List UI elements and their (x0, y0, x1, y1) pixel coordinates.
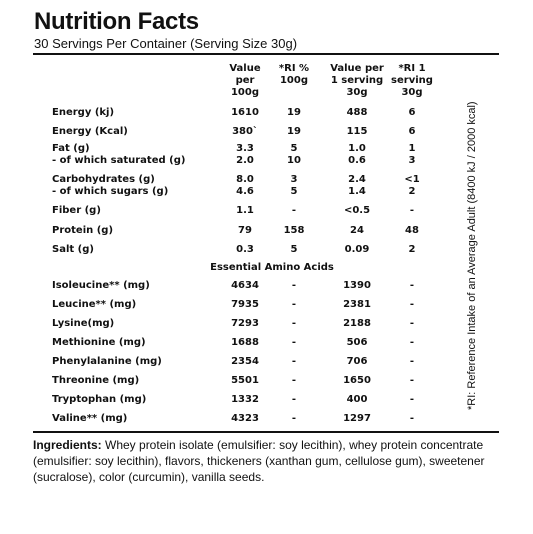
value-per-serving: 2188 (343, 318, 371, 329)
ri-per-serving: 6 (408, 107, 416, 118)
value-per-100g: 1688 (231, 337, 259, 348)
ri-per-100g: - (291, 280, 297, 291)
ri-per-100g: 5 (290, 186, 298, 197)
row-label: Tryptophan (mg) (52, 394, 147, 405)
header-ri-per-100g: *RI % 100g (278, 63, 310, 86)
ri-per-serving: 1 (408, 143, 416, 154)
servings-subtitle: 30 Servings Per Container (Serving Size 30g) (34, 36, 298, 51)
ri-per-100g: - (291, 318, 297, 329)
ingredients-text: Whey protein isolate (emulsifier: soy lecithin), whey protein concentrate (emulsifier: soy lecithin), flavors, thickeners (xanthan gum, cellulose gum), sweetener (sucralose), color (curcumin), vanilla seeds. (33, 438, 485, 484)
value-per-100g: 4323 (231, 413, 259, 424)
row-label: Protein (g) (52, 225, 114, 236)
value-per-100g: 4.6 (236, 186, 254, 197)
row-label: Valine** (mg) (52, 413, 128, 424)
ri-per-serving: - (409, 299, 415, 310)
label-title: Nutrition Facts (34, 8, 199, 35)
ri-per-100g: 5 (290, 143, 298, 154)
ri-per-serving: - (409, 205, 415, 216)
ri-per-100g: - (291, 394, 297, 405)
value-per-100g: 8.0 (236, 174, 254, 185)
ri-per-serving: 2 (408, 244, 416, 255)
header-ri-per-serving: *RI 1 serving 30g (391, 63, 433, 98)
value-per-serving: 2.4 (348, 174, 366, 185)
ri-per-100g: - (291, 299, 297, 310)
ri-per-serving: <1 (404, 174, 420, 185)
value-per-100g: 2.0 (236, 155, 254, 166)
row-label: - of which sugars (g) (52, 186, 169, 197)
value-per-100g: 0.3 (236, 244, 254, 255)
row-label: Leucine** (mg) (52, 299, 137, 310)
ri-per-100g: - (291, 205, 297, 216)
value-per-100g: 380` (232, 126, 258, 137)
value-per-100g: 79 (238, 225, 252, 236)
header-value-per-100g: Value per 100g (229, 63, 261, 98)
row-label: Carbohydrates (g) (52, 174, 155, 185)
header-value-per-serving: Value per 1 serving 30g (330, 63, 384, 98)
value-per-serving: 115 (346, 126, 368, 137)
ingredients-label: Ingredients: (33, 438, 102, 452)
ri-per-100g: 5 (290, 244, 298, 255)
value-per-100g: 3.3 (236, 143, 254, 154)
ri-per-100g: 158 (283, 225, 305, 236)
row-label: Threonine (mg) (52, 375, 140, 386)
row-label: Salt (g) (52, 244, 94, 255)
ri-per-100g: 3 (290, 174, 298, 185)
value-per-serving: 24 (350, 225, 364, 236)
value-per-serving: 0.09 (344, 244, 370, 255)
value-per-serving: 1650 (343, 375, 371, 386)
ri-per-serving: 2 (408, 186, 416, 197)
value-per-100g: 1610 (231, 107, 259, 118)
value-per-serving: 1.4 (348, 186, 366, 197)
value-per-100g: 4634 (231, 280, 259, 291)
ri-per-100g: - (291, 337, 297, 348)
ri-per-100g: - (291, 375, 297, 386)
value-per-serving: 1.0 (348, 143, 366, 154)
value-per-serving: 400 (346, 394, 368, 405)
row-label: Phenylalanine (mg) (52, 356, 162, 367)
row-label: Methionine (mg) (52, 337, 146, 348)
ri-per-100g: 19 (287, 126, 301, 137)
value-per-serving: 706 (346, 356, 368, 367)
value-per-100g: 2354 (231, 356, 259, 367)
ri-per-100g: - (291, 413, 297, 424)
bottom-divider (33, 431, 499, 433)
value-per-100g: 1.1 (236, 205, 254, 216)
ingredients-block (33, 437, 503, 485)
value-per-serving: 1297 (343, 413, 371, 424)
row-label: Energy (Kcal) (52, 126, 128, 137)
ri-per-serving: - (409, 394, 415, 405)
ri-per-serving: - (409, 337, 415, 348)
ri-per-100g: 19 (287, 107, 301, 118)
value-per-100g: 1332 (231, 394, 259, 405)
row-label: Fiber (g) (52, 205, 101, 216)
top-divider (33, 53, 499, 55)
value-per-100g: 5501 (231, 375, 259, 386)
value-per-serving: 488 (346, 107, 368, 118)
value-per-100g: 7935 (231, 299, 259, 310)
ri-per-serving: - (409, 318, 415, 329)
reference-intake-footnote: *RI: Reference Intake of an Average Adult (8400 kJ / 2000 kcal) (466, 101, 478, 410)
value-per-serving: 506 (346, 337, 368, 348)
value-per-100g: 7293 (231, 318, 259, 329)
ri-per-serving: - (409, 375, 415, 386)
ri-per-serving: 48 (405, 225, 419, 236)
ri-per-serving: 3 (408, 155, 416, 166)
ri-per-serving: - (409, 280, 415, 291)
ri-per-serving: - (409, 356, 415, 367)
ri-per-serving: - (409, 413, 415, 424)
value-per-serving: 2381 (343, 299, 371, 310)
ri-per-100g: 10 (287, 155, 301, 166)
row-label: Lysine(mg) (52, 318, 115, 329)
row-label: Fat (g) (52, 143, 90, 154)
value-per-serving: 1390 (343, 280, 371, 291)
value-per-serving: <0.5 (343, 205, 371, 216)
row-label: - of which saturated (g) (52, 155, 186, 166)
row-label: Energy (kj) (52, 107, 115, 118)
value-per-serving: 0.6 (348, 155, 366, 166)
amino-acids-section-label: Essential Amino Acids (210, 262, 334, 273)
ri-per-serving: 6 (408, 126, 416, 137)
row-label: Isoleucine** (mg) (52, 280, 150, 291)
ri-per-100g: - (291, 356, 297, 367)
